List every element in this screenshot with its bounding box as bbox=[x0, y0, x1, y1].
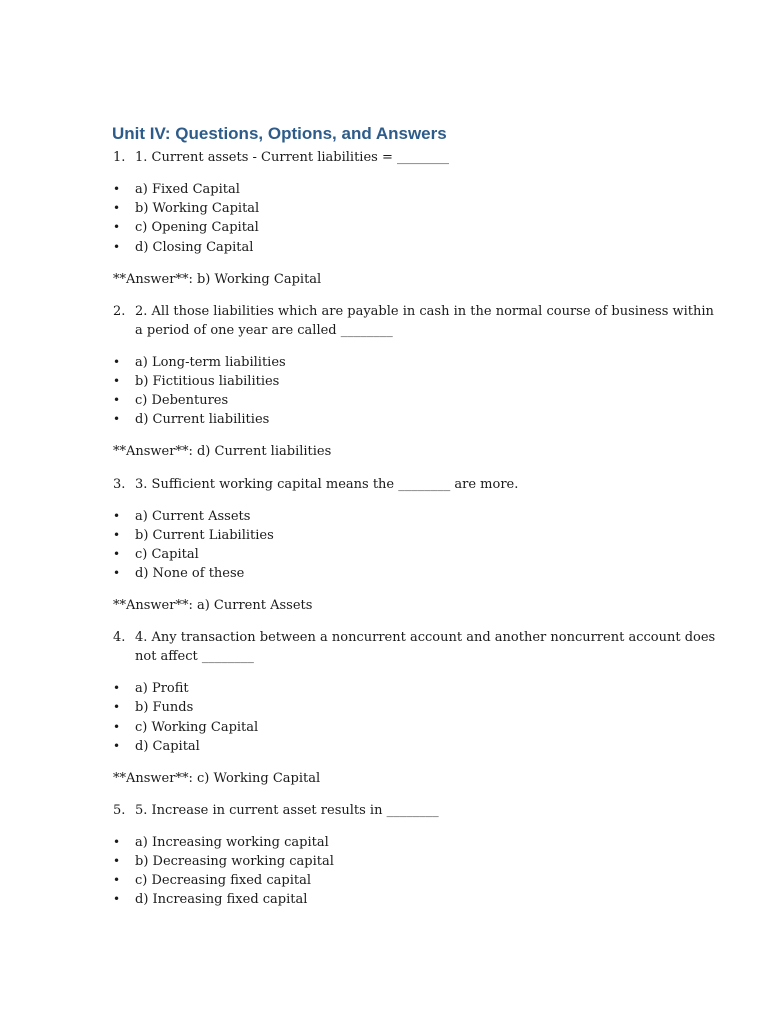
bullet-icon: • bbox=[113, 854, 121, 868]
question-1-option-a bbox=[113, 180, 240, 199]
question-3-line-1: 3. Sufficient working capital means the ________ are more. bbox=[135, 477, 519, 492]
option-label: d) Increasing fixed capital bbox=[135, 892, 308, 907]
question-1-text bbox=[135, 148, 675, 167]
question-2-option-a bbox=[113, 353, 286, 372]
question-3-option-b bbox=[113, 526, 274, 545]
option-label: a) Current Assets bbox=[135, 509, 251, 524]
bullet-icon: • bbox=[113, 220, 121, 234]
question-5-option-c bbox=[113, 871, 311, 890]
question-5-text bbox=[135, 801, 675, 820]
bullet-icon: • bbox=[113, 892, 121, 906]
question-5-option-d bbox=[113, 890, 307, 909]
question-4-line-2: not affect ________ bbox=[135, 649, 254, 664]
option-label: b) Decreasing working capital bbox=[135, 854, 334, 869]
bullet-icon: • bbox=[113, 566, 121, 580]
option-label: d) None of these bbox=[135, 566, 245, 581]
bullet-icon: • bbox=[113, 547, 121, 561]
option-label: c) Opening Capital bbox=[135, 220, 259, 235]
question-4-answer: **Answer**: c) Working Capital bbox=[113, 771, 321, 786]
option-label: c) Capital bbox=[135, 547, 199, 562]
bullet-icon: • bbox=[113, 182, 121, 196]
option-label: d) Closing Capital bbox=[135, 240, 254, 255]
bullet-icon: • bbox=[113, 201, 121, 215]
question-2-option-b bbox=[113, 372, 279, 391]
option-label: b) Working Capital bbox=[135, 201, 260, 216]
bullet-icon: • bbox=[113, 355, 121, 369]
question-1-number: 1. bbox=[113, 150, 126, 165]
question-1-option-c bbox=[113, 218, 259, 237]
option-label: a) Fixed Capital bbox=[135, 182, 240, 197]
question-3-option-a bbox=[113, 507, 250, 526]
question-4-option-b bbox=[113, 698, 193, 717]
bullet-icon: • bbox=[113, 739, 121, 753]
question-4-line-1: 4. Any transaction between a noncurrent account and another noncurrent account does bbox=[135, 630, 716, 645]
option-label: b) Current Liabilities bbox=[135, 528, 274, 543]
question-4-text bbox=[135, 628, 716, 666]
question-2-text bbox=[135, 302, 714, 340]
bullet-icon: • bbox=[113, 374, 121, 388]
question-4-number: 4. bbox=[113, 630, 126, 645]
bullet-icon: • bbox=[113, 720, 121, 734]
question-2-line-1: 2. All those liabilities which are payable in cash in the normal course of business within bbox=[135, 304, 714, 319]
question-3-number: 3. bbox=[113, 477, 126, 492]
question-4-option-a bbox=[113, 679, 189, 698]
option-label: a) Increasing working capital bbox=[135, 835, 329, 850]
option-label: c) Decreasing fixed capital bbox=[135, 873, 311, 888]
bullet-icon: • bbox=[113, 700, 121, 714]
question-1-line-1: 1. Current assets - Current liabilities = ________ bbox=[135, 150, 449, 165]
question-2-option-c bbox=[113, 391, 228, 410]
bullet-icon: • bbox=[113, 528, 121, 542]
question-1-option-d bbox=[113, 238, 253, 257]
option-label: d) Current liabilities bbox=[135, 412, 270, 427]
bullet-icon: • bbox=[113, 240, 121, 254]
question-3-option-d bbox=[113, 564, 244, 583]
question-3-option-c bbox=[113, 545, 199, 564]
bullet-icon: • bbox=[113, 509, 121, 523]
option-label: d) Capital bbox=[135, 739, 200, 754]
option-label: a) Profit bbox=[135, 681, 189, 696]
question-4-option-d bbox=[113, 737, 200, 756]
option-label: b) Fictitious liabilities bbox=[135, 374, 280, 389]
question-2-option-d bbox=[113, 410, 269, 429]
option-label: b) Funds bbox=[135, 700, 194, 715]
question-5-option-a bbox=[113, 833, 329, 852]
question-2-answer: **Answer**: d) Current liabilities bbox=[113, 444, 332, 459]
option-label: c) Debentures bbox=[135, 393, 229, 408]
question-2-line-2: a period of one year are called ________ bbox=[135, 323, 393, 338]
question-5-line-1: 5. Increase in current asset results in ________ bbox=[135, 803, 439, 818]
question-1-answer: **Answer**: b) Working Capital bbox=[113, 272, 322, 287]
question-3-text bbox=[135, 475, 675, 494]
question-4-option-c bbox=[113, 718, 258, 737]
option-label: c) Working Capital bbox=[135, 720, 259, 735]
question-2-number: 2. bbox=[113, 304, 126, 319]
question-5-option-b bbox=[113, 852, 334, 871]
question-3-answer: **Answer**: a) Current Assets bbox=[113, 598, 313, 613]
bullet-icon: • bbox=[113, 681, 121, 695]
bullet-icon: • bbox=[113, 393, 121, 407]
question-1-option-b bbox=[113, 199, 259, 218]
bullet-icon: • bbox=[113, 412, 121, 426]
bullet-icon: • bbox=[113, 835, 121, 849]
option-label: a) Long-term liabilities bbox=[135, 355, 286, 370]
bullet-icon: • bbox=[113, 873, 121, 887]
question-5-number: 5. bbox=[113, 803, 126, 818]
document-title: Unit IV: Questions, Options, and Answers bbox=[112, 124, 447, 143]
